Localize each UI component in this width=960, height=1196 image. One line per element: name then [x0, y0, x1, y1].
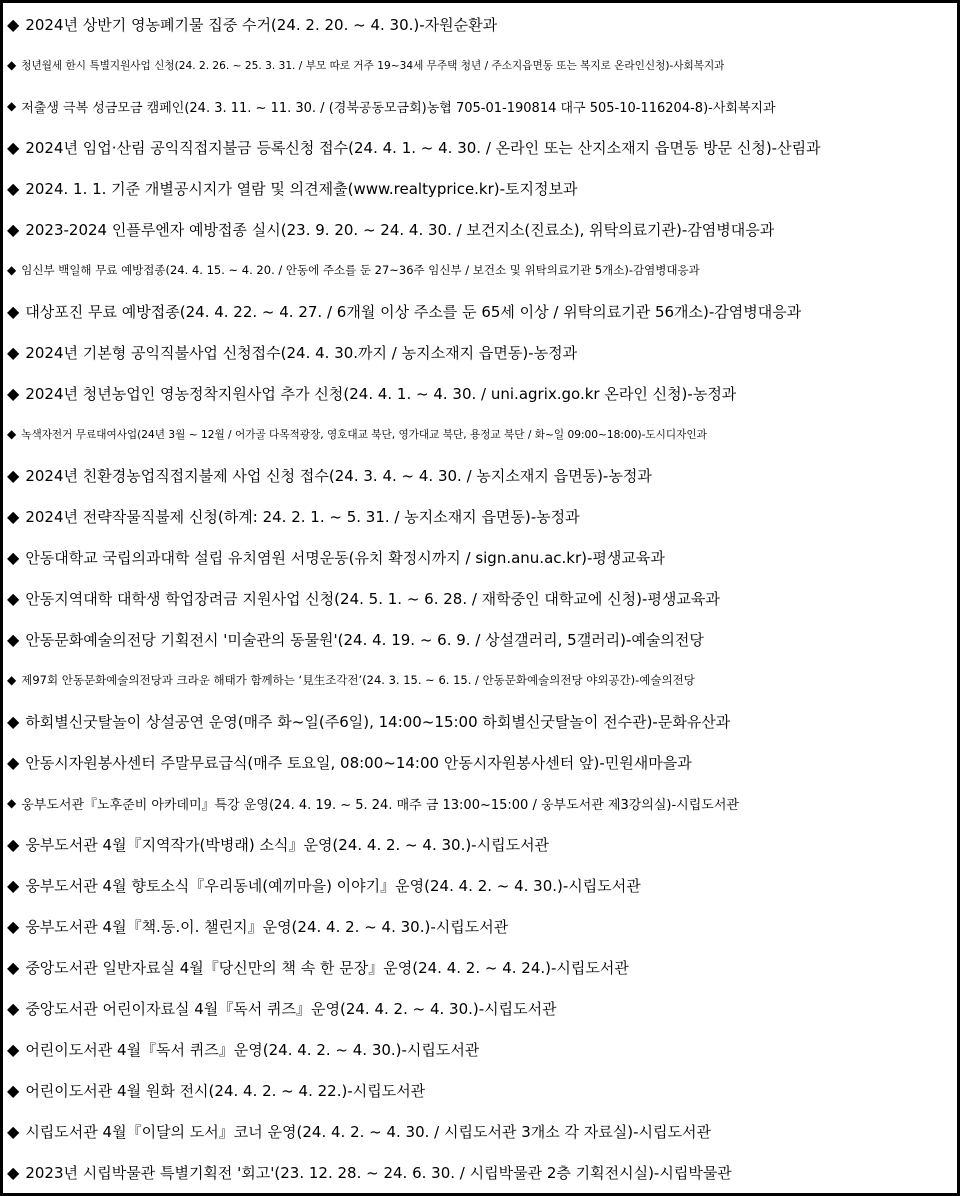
diamond-bullet-icon: ◆ — [7, 957, 20, 977]
list-item — [7, 537, 955, 577]
diamond-bullet-icon: ◆ — [7, 711, 20, 731]
list-item — [7, 906, 955, 946]
list-item — [7, 783, 955, 823]
notice-text: 안동지역대학 대학생 학업장려금 지원사업 신청(24. 5. 1. ~ 6. 28. / 재학중인 대학교에 신청)-평생교육과 — [25, 589, 720, 608]
notice-text: 어린이도서관 4월 원화 전시(24. 4. 2. ~ 4. 22.)-시립도서관 — [25, 1081, 426, 1100]
diamond-bullet-icon: ◆ — [7, 383, 20, 403]
notice-text: 웅부도서관 4월 향토소식『우리동네(예끼마을) 이야기』운영(24. 4. 2. ~ 4. 30.)-시립도서관 — [25, 876, 641, 895]
diamond-bullet-icon: ◆ — [7, 14, 20, 34]
diamond-bullet-icon: ◆ — [7, 629, 20, 649]
diamond-bullet-icon: ◆ — [7, 916, 20, 936]
diamond-bullet-icon: ◆ — [7, 427, 17, 441]
diamond-bullet-icon: ◆ — [7, 301, 20, 321]
diamond-bullet-icon: ◆ — [7, 137, 20, 157]
list-item — [7, 1152, 955, 1192]
list-item — [7, 414, 955, 454]
list-item — [7, 824, 955, 864]
list-item — [7, 45, 955, 85]
diamond-bullet-icon: ◆ — [7, 178, 20, 198]
diamond-bullet-icon: ◆ — [7, 506, 20, 526]
diamond-bullet-icon: ◆ — [7, 673, 17, 687]
notice-text: 웅부도서관 4월『지역작가(박병래) 소식』운영(24. 4. 2. ~ 4. 30.)-시립도서관 — [25, 835, 550, 854]
list-item — [7, 332, 955, 372]
notice-text: 청년월세 한시 특별지원사업 신청(24. 2. 26. ~ 25. 3. 31. / 부모 따로 거주 19~34세 무주택 청년 / 주소지읍면동 또는 복지로 온라인신청)-사회복지과 — [21, 59, 725, 72]
diamond-bullet-icon: ◆ — [7, 875, 20, 895]
list-item — [7, 373, 955, 413]
list-item — [7, 455, 955, 495]
diamond-bullet-icon: ◆ — [7, 752, 20, 772]
diamond-bullet-icon: ◆ — [7, 219, 20, 239]
list-item — [7, 168, 955, 208]
notice-text: 시립도서관 4월『이달의 도서』코너 운영(24. 4. 2. ~ 4. 30. / 시립도서관 3개소 각 자료실)-시립도서관 — [25, 1122, 711, 1141]
list-item — [7, 742, 955, 782]
notice-text: 안동문화예술의전당 기획전시 '미술관의 동물원'(24. 4. 19. ~ 6. 9. / 상설갤러리, 5갤러리)-예술의전당 — [25, 630, 704, 649]
diamond-bullet-icon: ◆ — [7, 588, 20, 608]
list-item — [7, 865, 955, 905]
notice-text: 어린이도서관 4월『독서 퀴즈』운영(24. 4. 2. ~ 4. 30.)-시립도서관 — [25, 1040, 480, 1059]
notice-text: 2024년 전략작물직불제 신청(하계: 24. 2. 1. ~ 5. 31. / 농지소재지 읍면동)-농정과 — [25, 507, 580, 526]
list-item — [7, 209, 955, 249]
list-item — [7, 1029, 955, 1069]
notice-text: 2023-2024 인플루엔자 예방접종 실시(23. 9. 20. ~ 24. 4. 30. / 보건지소(진료소), 위탁의료기관)-감염병대응과 — [25, 220, 775, 239]
diamond-bullet-icon: ◆ — [7, 1039, 20, 1059]
list-item — [7, 250, 955, 290]
diamond-bullet-icon: ◆ — [7, 263, 17, 277]
notice-text: 임신부 백일해 무료 예방접종(24. 4. 15. ~ 4. 20. / 안동에 주소를 둔 27~36주 임신부 / 보건소 및 위탁의료기관 5개소)-감염병대응과 — [21, 263, 700, 277]
notice-text: 녹색자전거 무료대여사업(24년 3월 ~ 12월 / 어가골 다목적광장, 영호대교 북단, 영가대교 북단, 용정교 북단 / 화~일 09:00~18:00)-도시디자인과 — [21, 428, 707, 441]
diamond-bullet-icon: ◆ — [7, 796, 17, 810]
list-item — [7, 619, 955, 659]
list-item — [7, 4, 955, 44]
list-item — [7, 127, 955, 167]
list-item — [7, 86, 955, 126]
notice-text: 2024년 임업·산림 공익직접지불금 등록신청 접수(24. 4. 1. ~ 4. 30. / 온라인 또는 산지소재지 읍면동 방문 신청)-산림과 — [25, 138, 821, 157]
diamond-bullet-icon: ◆ — [7, 99, 17, 113]
notice-text: 제97회 안동문화예술의전당과 크라운 해태가 함께하는 ‘見生조각전’(24. 3. 15. ~ 6. 15. / 안동문화예술의전당 야외공간)-예술의전당 — [21, 673, 695, 687]
diamond-bullet-icon: ◆ — [7, 1162, 20, 1182]
notice-list — [3, 3, 957, 1193]
diamond-bullet-icon: ◆ — [7, 834, 20, 854]
notice-text: 웅부도서관『노후준비 아카데미』특강 운영(24. 4. 19. ~ 5. 24. 매주 금 13:00~15:00 / 웅부도서관 제3강의실)-시립도서관 — [21, 797, 739, 813]
notice-text: 안동대학교 국립의과대학 설립 유치염원 서명운동(유치 확정시까지 / sign.anu.ac.kr)-평생교육과 — [25, 548, 665, 567]
list-item — [7, 947, 955, 987]
list-item — [7, 701, 955, 741]
list-item — [7, 1111, 955, 1151]
diamond-bullet-icon: ◆ — [7, 465, 20, 485]
notice-text: 2024. 1. 1. 기준 개별공시지가 열람 및 의견제출(www.realtyprice.kr)-토지정보과 — [25, 179, 578, 198]
notice-text: 저출생 극복 성금모금 캠페인(24. 3. 11. ~ 11. 30. / (경북공동모금회)농협 705-01-190814 대구 505-10-116204-8)-사회복지과 — [21, 100, 776, 116]
list-item — [7, 660, 955, 700]
notice-text: 대상포진 무료 예방접종(24. 4. 22. ~ 4. 27. / 6개월 이상 주소를 둔 65세 이상 / 위탁의료기관 56개소)-감염병대응과 — [25, 302, 802, 321]
notice-text: 2024년 친환경농업직접지불제 사업 신청 접수(24. 3. 4. ~ 4. 30. / 농지소재지 읍면동)-농정과 — [25, 466, 652, 485]
notice-text: 2023년 시립박물관 특별기획전 '회고'(23. 12. 28. ~ 24. 6. 30. / 시립박물관 2층 기획전시실)-시립박물관 — [25, 1163, 732, 1182]
notice-text: 2024년 청년농업인 영농정착지원사업 추가 신청(24. 4. 1. ~ 4. 30. / uni.agrix.go.kr 온라인 신청)-농정과 — [25, 384, 737, 403]
notice-text: 웅부도서관 4월『책.동.이. 챌린지』운영(24. 4. 2. ~ 4. 30.)-시립도서관 — [25, 917, 509, 936]
notice-text: 2024년 기본형 공익직불사업 신청접수(24. 4. 30.까지 / 농지소재지 읍면동)-농정과 — [25, 343, 578, 362]
list-item — [7, 988, 955, 1028]
notice-text: 중앙도서관 일반자료실 4월『당신만의 책 속 한 문장』운영(24. 4. 2. ~ 4. 24.)-시립도서관 — [25, 958, 629, 977]
list-item — [7, 578, 955, 618]
diamond-bullet-icon: ◆ — [7, 1080, 20, 1100]
notice-text: 안동시자원봉사센터 주말무료급식(매주 토요일, 08:00~14:00 안동시자원봉사센터 앞)-민원새마을과 — [25, 753, 692, 772]
list-item — [7, 496, 955, 536]
diamond-bullet-icon: ◆ — [7, 1121, 20, 1141]
diamond-bullet-icon: ◆ — [7, 998, 20, 1018]
notice-text: 중앙도서관 어린이자료실 4월『독서 퀴즈』운영(24. 4. 2. ~ 4. 30.)-시립도서관 — [25, 999, 557, 1018]
list-item — [7, 1070, 955, 1110]
diamond-bullet-icon: ◆ — [7, 547, 20, 567]
diamond-bullet-icon: ◆ — [7, 58, 17, 72]
list-item — [7, 291, 955, 331]
notice-text: 2024년 상반기 영농폐기물 집중 수거(24. 2. 20. ~ 4. 30.)-자원순환과 — [25, 15, 498, 34]
diamond-bullet-icon: ◆ — [7, 342, 20, 362]
notice-text: 하회별신굿탈놀이 상설공연 운영(매주 화~일(주6일), 14:00~15:00 하회별신굿탈놀이 전수관)-문화유산과 — [25, 712, 731, 731]
